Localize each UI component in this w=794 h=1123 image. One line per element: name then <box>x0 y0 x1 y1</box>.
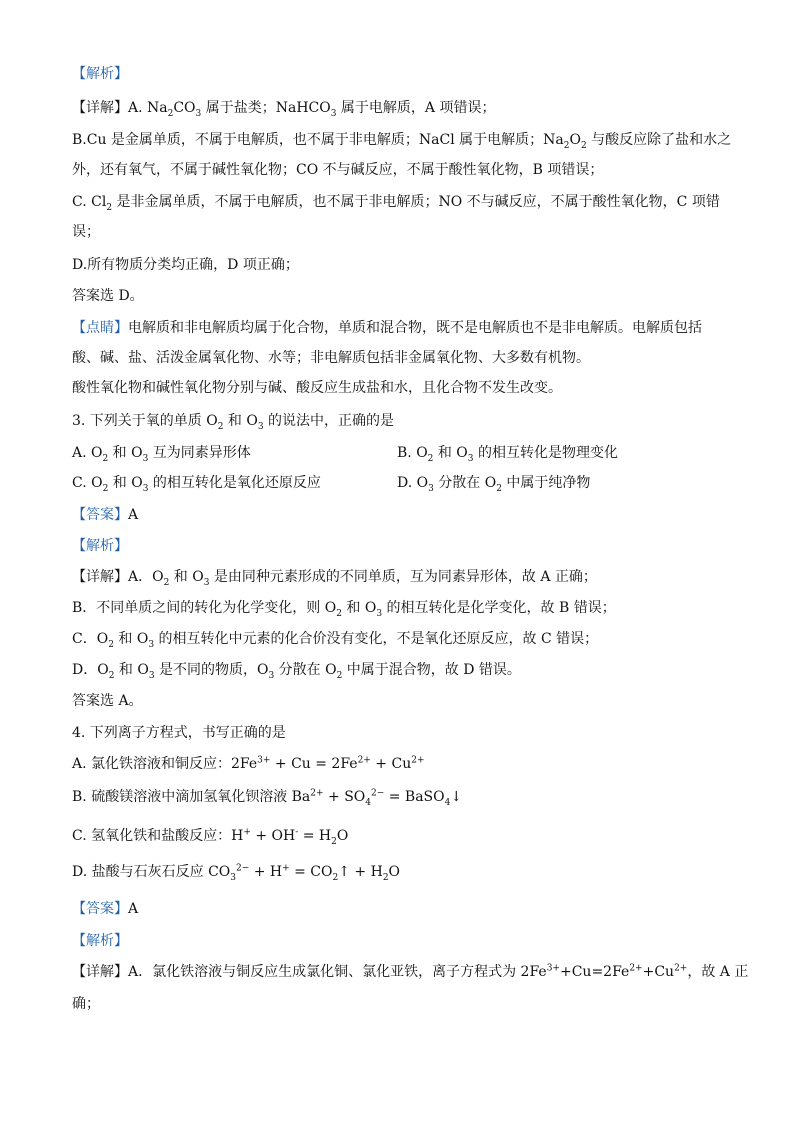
text-line-l28: 【解析】 <box>72 933 128 949</box>
text-line-l19: C．$O_2$ 和 $O_3$ 的相互转化中元素的化合价没有变化，不是氧化还原反应，故 C 错误； <box>72 631 599 650</box>
option-right: D. $O_3$ 分散在 $O_2$ 中属于纯净物 <box>397 475 591 494</box>
text-line-l12: 3. 下列关于氧的单质 $O_2$ 和 $O_3$ 的说法中，正确的是 <box>72 413 395 432</box>
text-line-l7: D.所有物质分类均正确，D 项正确； <box>72 257 299 273</box>
text-line-l22: 4. 下列离子方程式，书写正确的是 <box>72 725 286 741</box>
text-line-l30: 确； <box>72 996 100 1012</box>
option-right: B. $O_2$ 和 $O_3$ 的相互转化是物理变化 <box>397 445 618 464</box>
text-line-l27: 【答案】A <box>72 901 139 917</box>
text-line-l16: 【解析】 <box>72 538 128 554</box>
text-line-l10: 酸、碱、盐、活泼金属氧化物、水等；非电解质包括非金属氧化物、大多数有机物。 <box>72 350 590 366</box>
text-line-l6: 误； <box>72 224 100 240</box>
text-line-l23: A. 氯化铁溶液和铜反应：$2Fe^{3+} + Cu = 2Fe^{2+} + Cu^{2+}$ <box>72 755 425 772</box>
text-line-l11: 酸性氧化物和碱性氧化物分别与碱、酸反应生成盐和水，且化合物不发生改变。 <box>72 380 562 396</box>
text-line-l20: D．$O_2$ 和 $O_3$ 是不同的物质，$O_3$ 分散在 $O_2$ 中属于混合物，故 D 错误。 <box>72 662 521 681</box>
text-line-l5: C. $Cl_2$ 是非金属单质，不属于电解质，也不属于非电解质；NO 不与碱反应，不属于酸性氧化物，C 项错 <box>72 194 720 213</box>
text-line-l25: C. 氢氧化铁和盐酸反应：$H^+ + OH^- = H_2O$ <box>72 827 349 847</box>
text-line-l26: D. 盐酸与石灰石反应 $CO_3^{2-} + H^+$ = $CO_2↑ + H_2O$ <box>72 863 401 883</box>
text-line-l17: 【详解】A．$O_2$ 和 $O_3$ 是由同种元素形成的不同单质，互为同素异形体，故 A 正确； <box>72 569 597 588</box>
text-line-l1: 【解析】 <box>72 66 128 82</box>
text-line-l21: 答案选 A。 <box>72 693 143 709</box>
text-line-l29: 【详解】A．氯化铁溶液与铜反应生成氯化铜、氯化亚铁，离子方程式为 $2Fe^{3+}+Cu=2Fe^{2+}+Cu^{2+}$，故 A 正 <box>72 963 749 980</box>
text-line-l15: 【答案】A <box>72 507 139 523</box>
text-line-l8: 答案选 D。 <box>72 288 144 304</box>
text-line-l9: 【点睛】电解质和非电解质均属于化合物，单质和混合物，既不是电解质也不是非电解质。电解质包括 <box>72 320 702 336</box>
text-line-l24: B. 硫酸镁溶液中滴加氢氧化钡溶液 $Ba^{2+} + SO_4^{2-}$ = BaSO$_4$↓ <box>72 788 463 808</box>
text-line-l2: 【详解】A. $Na_2CO_3$ 属于盐类；NaHCO$_3$ 属于电解质，A 项错误； <box>72 100 496 119</box>
text-line-l13: A. $O_2$ 和 $O_3$ 互为同素异形体 B. $O_2$ 和 $O_3$ 的相互转化是物理变化 <box>72 445 618 464</box>
text-line-l18: B．不同单质之间的转化为化学变化，则 $O_2$ 和 $O_3$ 的相互转化是化学变化，故 B 错误； <box>72 600 616 619</box>
text-line-l14: C. $O_2$ 和 $O_3$ 的相互转化是氧化还原反应 D. $O_3$ 分散在 $O_2$ 中属于纯净物 <box>72 475 591 494</box>
text-line-l4: 外，还有氧气，不属于碱性氧化物；CO 不与碱反应，不属于酸性氧化物，B 项错误； <box>72 162 604 178</box>
text-line-l3: B.Cu 是金属单质，不属于电解质，也不属于非电解质；NaCl 属于电解质；$Na_2O_2$ 与酸反应除了盐和水之 <box>72 132 732 151</box>
